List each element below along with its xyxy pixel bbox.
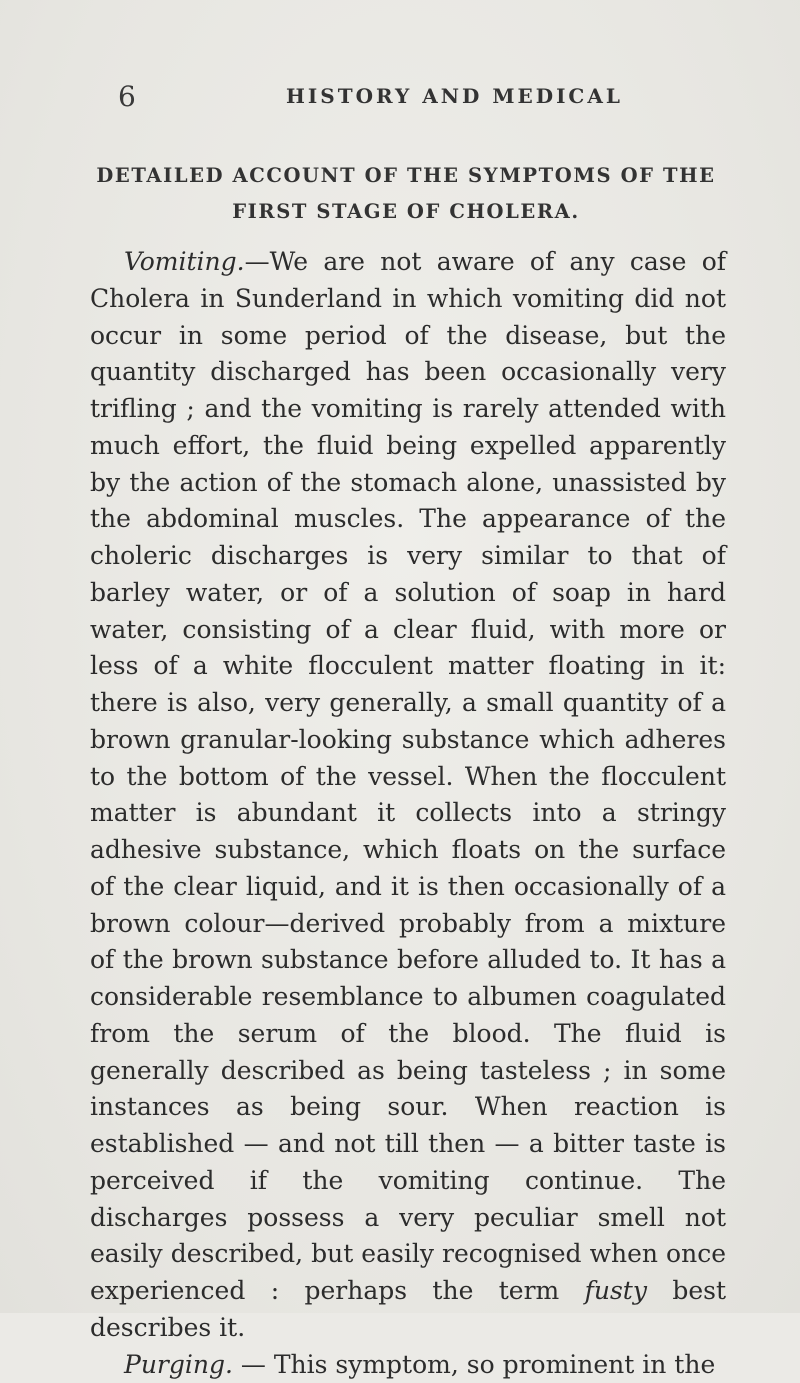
italic-term: fusty <box>585 1276 647 1305</box>
paragraph-purging-text: — This symptom, so prominent in the <box>233 1350 715 1379</box>
paragraph-vomiting-text-end: best describes it. <box>90 1276 726 1342</box>
running-title: HISTORY AND MEDICAL <box>286 84 623 108</box>
section-title-line-1: DETAILED ACCOUNT OF THE SYMPTOMS OF THE <box>96 158 716 194</box>
body-text <box>90 244 726 1383</box>
paragraph-purging <box>90 1347 726 1383</box>
sidehead-vomiting: Vomiting. <box>124 247 245 276</box>
section-title <box>96 158 716 230</box>
section-title-line-2: FIRST STAGE OF CHOLERA. <box>96 194 716 230</box>
page-number: 6 <box>118 80 136 113</box>
running-head <box>118 80 758 110</box>
sidehead-purging: Purging. <box>124 1350 233 1379</box>
paragraph-vomiting-text: —We are not aware of any case of Cholera in Sunderland in which vomiting did not occur in some period of the disease, but the quantity discharged has been occasionally very trifling ; and the vomiting is rarely attended with much effort, the fluid being expelled apparently by the action of the stomach alone, unassisted by the abdominal muscles. The appearance of the choleric discharges is very similar to that of barley water, or of a solution of soap in hard water, consisting of a clear fluid, with more or less of a white flocculent matter floating in it: there is also, very generally, a small quantity of a brown granular-looking substance which adheres to the bottom of the vessel. When the flocculent matter is abundant it collects into a stringy adhesive substance, which floats on the surface of the clear liquid, and it is then occasionally of a brown colour—derived probably from a mixture of the brown substance before alluded to. It has a considerable resemblance to albumen coagulated from the serum of the blood. The fluid is generally described as being tasteless ; in some instances as being sour. When reaction is established — and not till then — a bitter taste is perceived if the vomiting continue. The discharges possess a very peculiar smell not easily described, but easily recognised when once experienced : perhaps the term <box>90 247 726 1305</box>
paragraph-vomiting <box>90 244 726 1347</box>
